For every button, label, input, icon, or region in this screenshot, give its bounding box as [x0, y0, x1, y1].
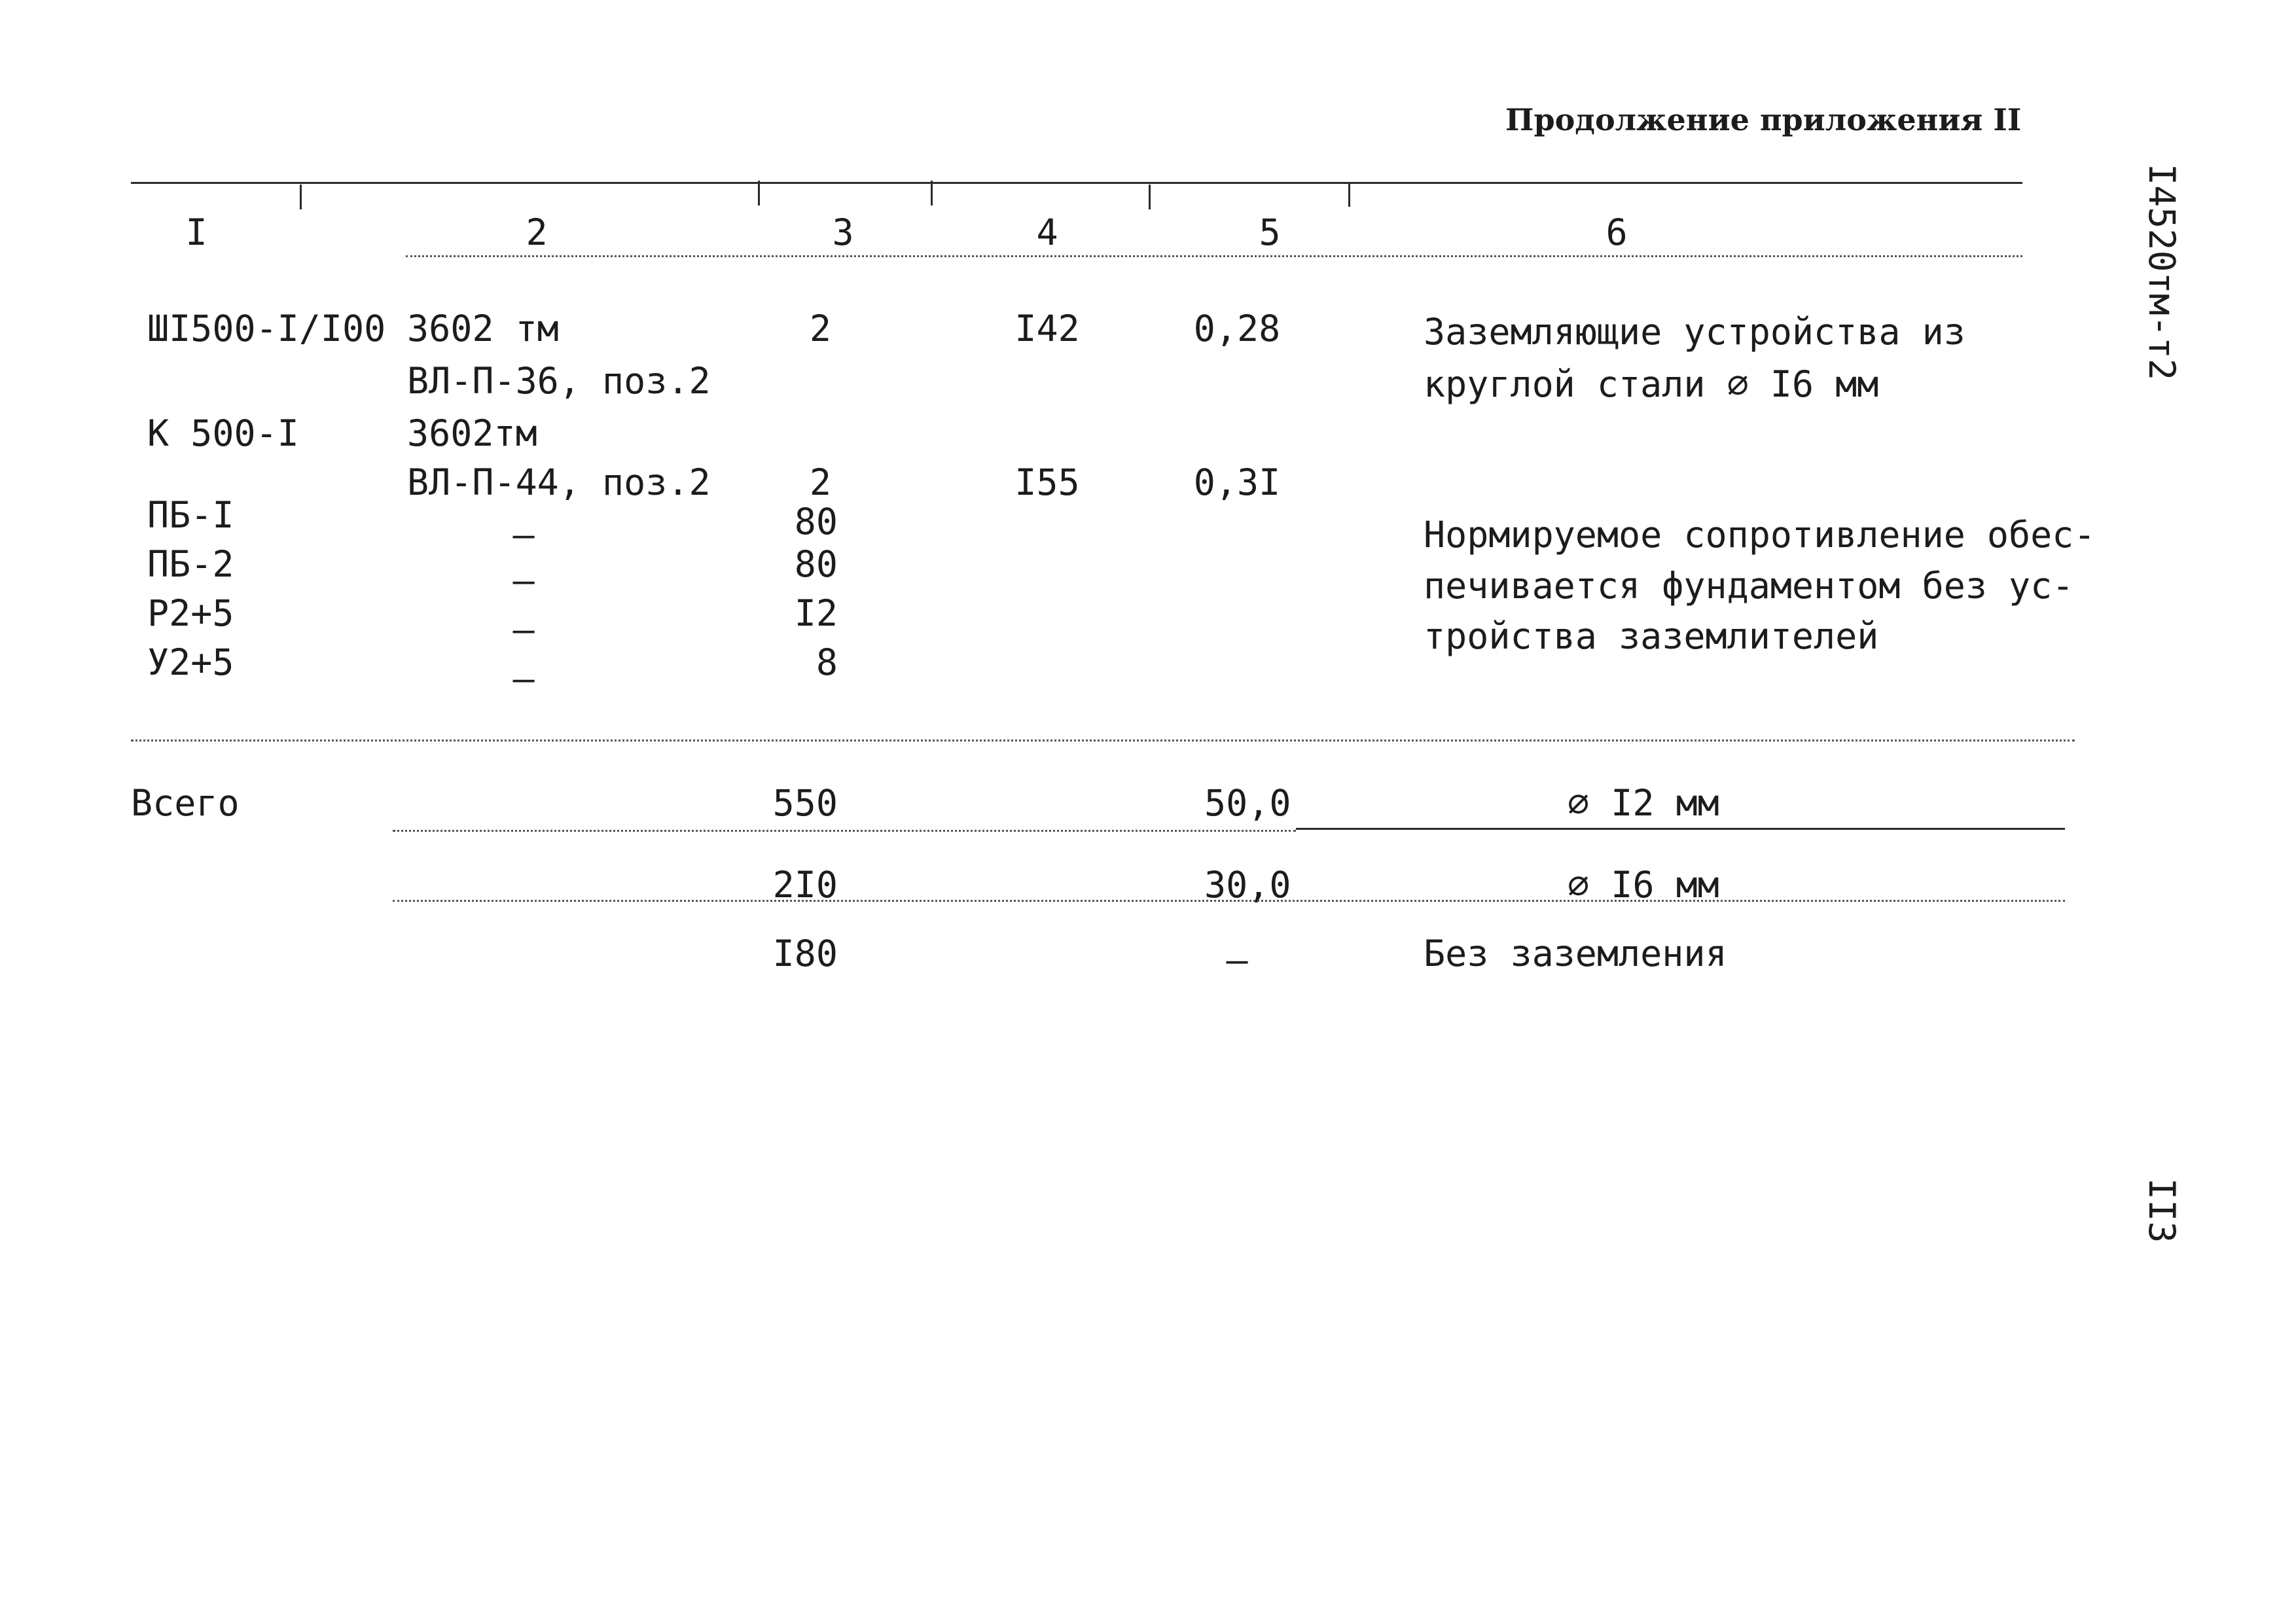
row5-qty: I2 — [794, 592, 838, 634]
column-divider — [1149, 185, 1151, 209]
row2-col4: I55 — [1014, 461, 1080, 503]
column-divider — [931, 181, 933, 205]
row4-col2: – — [512, 560, 535, 601]
page-number: II3 — [2141, 1178, 2183, 1243]
row2-qty: 2 — [809, 461, 831, 503]
column-header-1: I — [185, 211, 207, 253]
norm-note-line1: Нормируемое сопротивление обес- — [1424, 514, 2096, 556]
row3-qty: 80 — [794, 501, 838, 543]
total1-dotted-underline — [393, 830, 1296, 832]
row1-col5: 0,28 — [1193, 308, 1281, 349]
total3-col5: – — [1226, 939, 1248, 981]
grounding-note-line2: круглой стали ∅ I6 мм — [1424, 363, 1879, 405]
column-header-2: 2 — [526, 211, 548, 253]
column-header-4: 4 — [1036, 211, 1058, 253]
row6-col2: – — [512, 658, 535, 700]
total2-col5: 30,0 — [1204, 864, 1291, 906]
table-top-rule — [131, 182, 2022, 184]
total1-underline — [1296, 828, 2065, 830]
row5-col2: – — [512, 609, 535, 651]
row4-type: ПБ-2 — [147, 543, 234, 585]
column-divider — [758, 181, 760, 205]
column-divider — [300, 185, 302, 209]
row1-col4: I42 — [1014, 308, 1080, 349]
totals-divider — [131, 740, 2075, 741]
row2-col5: 0,3I — [1193, 461, 1281, 503]
row2-project: 3602тм — [407, 412, 537, 454]
row5-type: Р2+5 — [147, 592, 234, 634]
totals-label: Всего — [131, 782, 240, 824]
header-divider — [406, 255, 2022, 257]
row1-project: 3602 тм — [407, 308, 559, 349]
row6-type: У2+5 — [147, 641, 234, 683]
row6-qty: 8 — [816, 641, 838, 683]
row1-type: ШI500-I/I00 — [147, 308, 386, 349]
column-divider — [1348, 182, 1350, 207]
page-header: Продолжение приложения II — [1505, 102, 2022, 137]
total3-qty: I80 — [772, 933, 838, 974]
row3-type: ПБ-I — [147, 494, 234, 536]
total2-dotted-underline — [393, 900, 2065, 902]
grounding-note-line1: Заземляющие устройства из — [1424, 311, 1965, 353]
total2-col6: ∅ I6 мм — [1568, 864, 1719, 906]
total2-qty: 2I0 — [772, 864, 838, 906]
row4-qty: 80 — [794, 543, 838, 585]
norm-note-line2: печивается фундаментом без ус- — [1424, 565, 2074, 607]
total3-col6: Без заземления — [1424, 933, 1727, 974]
column-header-3: 3 — [832, 211, 854, 253]
row2-type: К 500-I — [147, 412, 299, 454]
row1-qty: 2 — [809, 308, 831, 349]
norm-note-line3: тройства заземлителей — [1424, 615, 1879, 657]
total1-qty: 550 — [772, 782, 838, 824]
row1-reference: ВЛ-П-36, поз.2 — [407, 360, 711, 402]
column-header-6: 6 — [1605, 211, 1628, 253]
total1-col5: 50,0 — [1204, 782, 1291, 824]
column-header-5: 5 — [1259, 211, 1281, 253]
row2-reference: ВЛ-П-44, поз.2 — [407, 461, 711, 503]
document-code: I4520тм-т2 — [2141, 164, 2183, 381]
total1-col6: ∅ I2 мм — [1568, 782, 1719, 824]
row3-col2: – — [512, 514, 535, 556]
